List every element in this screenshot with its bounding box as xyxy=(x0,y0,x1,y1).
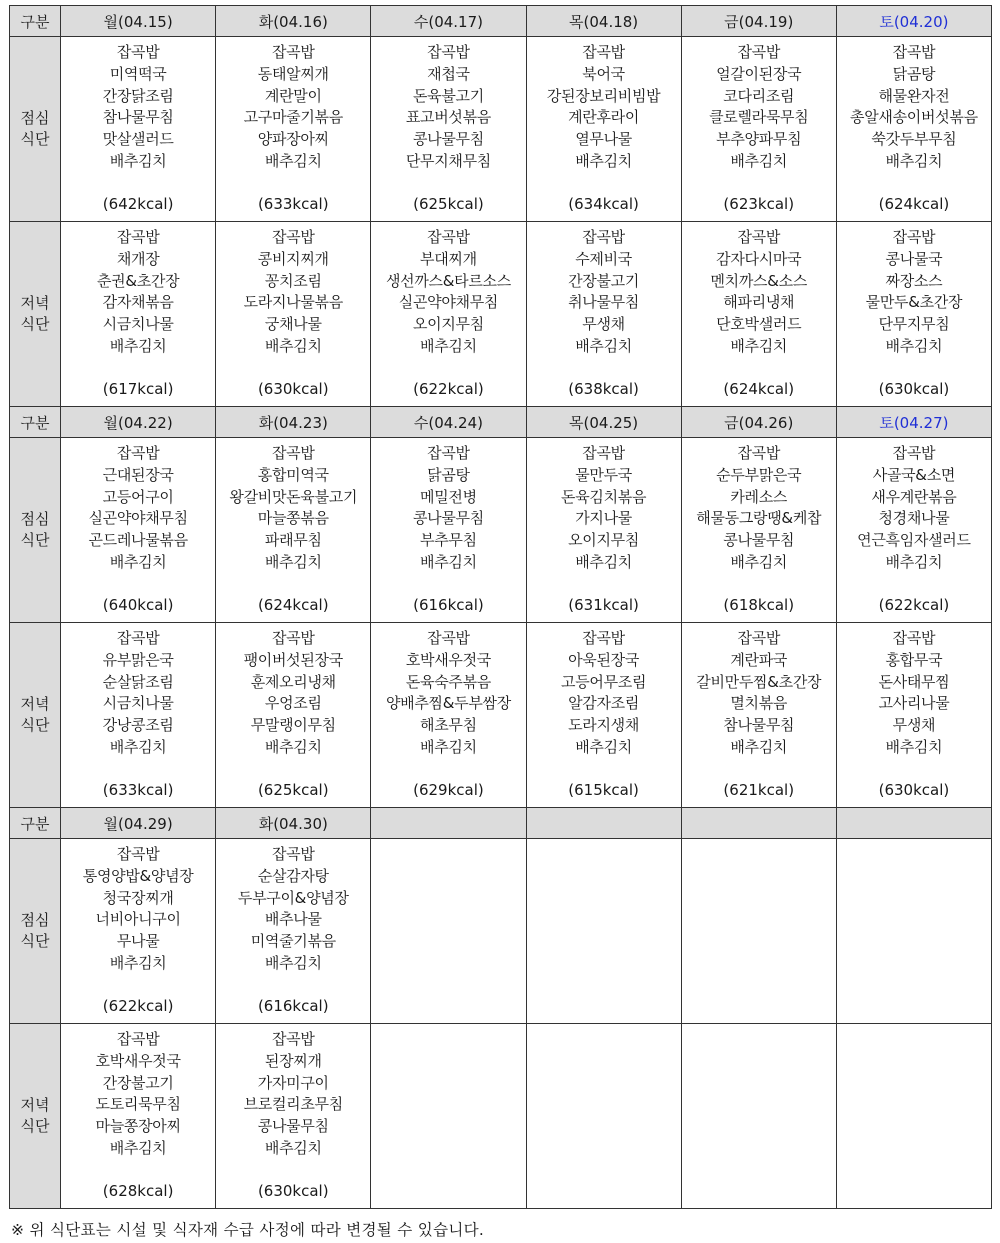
dish-item: 홍합무국 xyxy=(885,650,943,669)
dish-item: 열무나물 xyxy=(575,130,632,149)
dish-item: 잡곡밥 xyxy=(271,43,315,61)
calorie-label: (622kcal) xyxy=(102,997,174,1015)
dish-item: 알감자조림 xyxy=(568,694,640,713)
dish-item: 부대찌개 xyxy=(420,249,477,268)
dish-item: 잡곡밥 xyxy=(271,1030,315,1048)
day-header-cell: 월(04.15) xyxy=(61,6,216,37)
dish-item: 재첩국 xyxy=(427,64,470,83)
dish-item: 배추김치 xyxy=(575,737,632,756)
dish-item: 청국장찌개 xyxy=(102,888,174,907)
dish-item: 마늘쫑장아찌 xyxy=(95,1117,181,1136)
calorie-label: (630kcal) xyxy=(878,781,950,799)
dish-item: 강된장보리비빔밥 xyxy=(546,86,661,105)
week-header-row xyxy=(10,407,992,438)
dish-item: 잡곡밥 xyxy=(892,629,936,647)
dish-item: 잡곡밥 xyxy=(427,444,470,462)
calorie-label: (640kcal) xyxy=(102,596,174,614)
dinner-menu-cell xyxy=(681,623,836,808)
dish-item: 총알새송이버섯볶음 xyxy=(850,108,978,127)
dish-item: 단무지무침 xyxy=(878,315,950,334)
dish-item: 순두부맑은국 xyxy=(716,465,802,484)
dinner-label-cell xyxy=(10,222,61,407)
calorie-label: (624kcal) xyxy=(257,596,329,614)
dish-item: 감자채볶음 xyxy=(102,293,174,312)
calorie-label: (630kcal) xyxy=(878,380,950,398)
dish-item: 파래무침 xyxy=(264,531,322,550)
dish-item: 잡곡밥 xyxy=(271,845,315,863)
dish-item: 잡곡밥 xyxy=(892,444,936,462)
dish-item: 수제비국 xyxy=(575,249,632,268)
week-header-row xyxy=(10,808,992,839)
dish-item: 도라지나물볶음 xyxy=(243,293,343,312)
dish-item: 실곤약야채무침 xyxy=(88,509,188,528)
lunch-menu-cell xyxy=(216,37,371,222)
dish-item: 양배추찜&두부쌈장 xyxy=(385,694,511,713)
calorie-label: (624kcal) xyxy=(723,380,795,398)
dish-item: 물만두국 xyxy=(575,465,632,484)
dinner-menu-cell xyxy=(216,1024,371,1209)
calorie-label: (642kcal) xyxy=(102,195,174,213)
dish-item: 미역떡국 xyxy=(109,64,167,83)
calorie-label: (633kcal) xyxy=(102,781,174,799)
calorie-label: (630kcal) xyxy=(257,380,329,398)
calorie-label: (625kcal) xyxy=(413,195,484,213)
dinner-row xyxy=(10,623,992,808)
dish-item: 곤드레나물볶음 xyxy=(88,531,188,550)
lunch-menu-cell xyxy=(681,839,836,1024)
dish-item: 시금치나물 xyxy=(102,694,174,713)
dish-item: 잡곡밥 xyxy=(737,43,781,61)
lunch-menu-cell xyxy=(61,37,216,222)
dish-item: 돈사태무찜 xyxy=(878,672,950,691)
dish-item: 우엉조림 xyxy=(264,694,322,713)
calorie-label: (625kcal) xyxy=(257,781,329,799)
day-header-cell xyxy=(836,808,991,839)
dish-item: 돈육김치볶음 xyxy=(561,487,647,506)
dish-item: 연근흑임자샐러드 xyxy=(857,531,971,550)
dish-item: 미역줄기볶음 xyxy=(250,932,336,951)
dish-item: 배추김치 xyxy=(264,953,322,972)
dish-item: 실곤약야채무침 xyxy=(398,293,499,312)
dish-item: 순살감자탕 xyxy=(257,866,329,885)
dish-item: 두부구이&양념장 xyxy=(237,888,349,907)
calorie-label: (628kcal) xyxy=(102,1182,174,1200)
dish-item: 근대된장국 xyxy=(102,465,174,484)
dish-item: 닭곰탕 xyxy=(427,465,470,484)
dish-item: 참나물무침 xyxy=(102,108,174,127)
lunch-menu-cell xyxy=(681,438,836,623)
calorie-label: (623kcal) xyxy=(723,195,795,213)
dish-item: 배추김치 xyxy=(575,336,632,355)
day-header-cell: 화(04.23) xyxy=(216,407,371,438)
day-header-cell: 화(04.16) xyxy=(216,6,371,37)
dish-item: 가자미구이 xyxy=(257,1073,329,1092)
dish-item: 부추무침 xyxy=(420,531,477,550)
lunch-menu-cell xyxy=(371,37,526,222)
dish-item: 해물완자전 xyxy=(878,86,950,105)
dish-item: 너비아니구이 xyxy=(95,910,181,929)
dish-item: 갈비만두찜&초간장 xyxy=(696,672,822,691)
dish-item: 잡곡밥 xyxy=(582,228,625,246)
day-header-cell xyxy=(526,808,681,839)
dish-item: 배추김치 xyxy=(420,336,477,355)
dish-item: 계란말이 xyxy=(264,86,322,105)
dish-item: 배추김치 xyxy=(264,336,322,355)
calorie-label: (631kcal) xyxy=(568,596,639,614)
dish-item: 닭곰탕 xyxy=(892,64,936,83)
lunch-menu-cell xyxy=(371,839,526,1024)
calorie-label: (616kcal) xyxy=(257,997,329,1015)
dinner-menu-cell xyxy=(371,222,526,407)
dish-item: 감자다시마국 xyxy=(716,249,802,268)
dish-item: 메밀전병 xyxy=(420,487,477,506)
dish-item: 해물동그랑땡&케찹 xyxy=(696,509,822,528)
dish-item: 해초무침 xyxy=(420,716,477,735)
dish-item: 북어국 xyxy=(582,64,625,83)
dish-item: 팽이버섯된장국 xyxy=(243,650,343,669)
day-header-cell: 목(04.18) xyxy=(526,6,681,37)
dish-item: 가지나물 xyxy=(575,509,632,528)
dish-item: 고사리나물 xyxy=(878,694,950,713)
dish-item: 잡곡밥 xyxy=(116,1030,160,1048)
lunch-label: 점심 식단 xyxy=(20,911,50,950)
dish-item: 간장불고기 xyxy=(102,1073,174,1092)
dish-item: 배추김치 xyxy=(109,552,167,571)
lunch-menu-cell xyxy=(216,839,371,1024)
dish-item: 배추김치 xyxy=(264,151,322,170)
dish-item: 잡곡밥 xyxy=(116,845,160,863)
dish-item: 무나물 xyxy=(116,932,160,951)
lunch-menu-cell xyxy=(836,839,991,1024)
dish-item: 배추김치 xyxy=(885,151,943,170)
dinner-menu-cell xyxy=(836,222,991,407)
dish-item: 잡곡밥 xyxy=(737,629,781,647)
dish-item: 꽁치조림 xyxy=(264,271,322,290)
dish-item: 잡곡밥 xyxy=(892,228,936,246)
lunch-row xyxy=(10,438,992,623)
dinner-menu-cell xyxy=(61,623,216,808)
lunch-row xyxy=(10,37,992,222)
dish-item: 맛살샐러드 xyxy=(102,130,174,149)
dish-item: 고등어무조림 xyxy=(561,672,647,691)
dish-item: 청경채나물 xyxy=(878,509,950,528)
dish-item: 동태알찌개 xyxy=(257,64,329,83)
dish-item: 배추김치 xyxy=(730,737,788,756)
footnote: ※ 위 식단표는 시설 및 식자재 수급 사정에 따라 변경될 수 있습니다. xyxy=(11,1221,485,1239)
dinner-menu-cell xyxy=(836,623,991,808)
lunch-label-cell xyxy=(10,37,61,222)
dish-item: 배추김치 xyxy=(109,737,167,756)
dish-item: 양파장아찌 xyxy=(257,130,329,149)
dinner-label: 저녁 식단 xyxy=(20,695,50,734)
dish-item: 왕갈비맛돈육불고기 xyxy=(229,487,358,506)
dish-item: 고구마줄기볶음 xyxy=(243,108,343,127)
dish-item: 표고버섯볶음 xyxy=(405,108,492,127)
dish-item: 잡곡밥 xyxy=(427,629,470,647)
dish-item: 잡곡밥 xyxy=(116,629,160,647)
dish-item: 콩나물무침 xyxy=(257,1117,329,1136)
calorie-label: (617kcal) xyxy=(102,380,174,398)
dish-item: 잡곡밥 xyxy=(116,444,160,462)
day-header-cell: 금(04.26) xyxy=(681,407,836,438)
dish-item: 해파리냉채 xyxy=(723,293,795,312)
dish-item: 쑥갓두부무침 xyxy=(871,130,957,149)
dish-item: 부추양파무침 xyxy=(716,130,802,149)
dish-item: 잡곡밥 xyxy=(582,629,625,647)
dish-item: 배추김치 xyxy=(730,151,788,170)
dish-item: 홍합미역국 xyxy=(257,465,329,484)
dinner-menu-cell xyxy=(836,1024,991,1209)
dinner-menu-cell xyxy=(371,623,526,808)
table-body xyxy=(10,6,992,1209)
day-header-cell: 토(04.20) xyxy=(836,6,991,37)
dish-item: 배추김치 xyxy=(575,151,632,170)
dish-item: 단무지채무침 xyxy=(405,151,492,170)
dish-item: 된장찌개 xyxy=(264,1051,322,1070)
dinner-menu-cell xyxy=(681,222,836,407)
day-header-cell: 목(04.25) xyxy=(526,407,681,438)
day-header-cell xyxy=(371,808,526,839)
dinner-menu-cell xyxy=(61,1024,216,1209)
dish-item: 콩나물국 xyxy=(885,249,943,268)
dish-item: 새우계란볶음 xyxy=(871,487,957,506)
lunch-label: 점심 식단 xyxy=(20,510,50,549)
calorie-label: (622kcal) xyxy=(413,380,484,398)
dinner-label-cell xyxy=(10,1024,61,1209)
lunch-label-cell xyxy=(10,839,61,1024)
dish-item: 얼갈이된장국 xyxy=(716,64,802,83)
dish-item: 잡곡밥 xyxy=(892,43,936,61)
dinner-menu-cell xyxy=(681,1024,836,1209)
dish-item: 돈육숙주볶음 xyxy=(405,672,492,691)
lunch-menu-cell xyxy=(526,438,681,623)
dinner-row xyxy=(10,1024,992,1209)
dish-item: 강낭콩조림 xyxy=(102,716,174,735)
dish-item: 잡곡밥 xyxy=(271,444,315,462)
dish-item: 카레소스 xyxy=(730,487,788,506)
dinner-menu-cell xyxy=(216,222,371,407)
calorie-label: (615kcal) xyxy=(568,781,639,799)
calorie-label: (624kcal) xyxy=(878,195,950,213)
dish-item: 잡곡밥 xyxy=(116,43,160,61)
dish-item: 콩비지찌개 xyxy=(257,249,329,268)
dish-item: 멸치볶음 xyxy=(730,694,788,713)
dish-item: 순살닭조림 xyxy=(102,672,174,691)
dish-item: 통영양밥&양념장 xyxy=(82,866,194,885)
meal-menu-table xyxy=(9,5,992,1209)
dish-item: 배추김치 xyxy=(109,953,167,972)
dish-item: 배추김치 xyxy=(575,552,632,571)
lunch-label: 점심 식단 xyxy=(20,109,50,148)
dinner-menu-cell xyxy=(526,222,681,407)
dish-item: 궁채나물 xyxy=(264,315,322,334)
dish-item: 물만두&초간장 xyxy=(865,293,963,312)
dish-item: 브로컬리초무침 xyxy=(243,1095,343,1114)
lunch-menu-cell xyxy=(681,37,836,222)
dish-item: 잡곡밥 xyxy=(737,444,781,462)
dish-item: 배추김치 xyxy=(109,1138,167,1157)
dish-item: 코다리조림 xyxy=(723,86,795,105)
dish-item: 취나물무침 xyxy=(568,293,640,312)
dish-item: 잡곡밥 xyxy=(582,444,625,462)
dish-item: 배추김치 xyxy=(109,336,167,355)
dish-item: 생선까스&타르소스 xyxy=(385,271,511,290)
calorie-label: (630kcal) xyxy=(257,1182,329,1200)
dish-item: 호박새우젓국 xyxy=(405,650,492,669)
dish-item: 배추김치 xyxy=(420,552,477,571)
dish-item: 단호박샐러드 xyxy=(716,315,802,334)
lunch-menu-cell xyxy=(61,839,216,1024)
dish-item: 짜장소스 xyxy=(885,271,943,290)
dinner-menu-cell xyxy=(526,1024,681,1209)
day-header-cell: 화(04.30) xyxy=(216,808,371,839)
calorie-label: (638kcal) xyxy=(568,380,639,398)
dish-item: 배추김치 xyxy=(730,552,788,571)
category-header-cell: 구분 xyxy=(10,407,61,438)
dish-item: 오이지무침 xyxy=(568,531,640,550)
dish-item: 잡곡밥 xyxy=(116,228,160,246)
dish-item: 시금치나물 xyxy=(102,315,174,334)
lunch-menu-cell xyxy=(526,37,681,222)
dinner-label-cell xyxy=(10,623,61,808)
lunch-menu-cell xyxy=(61,438,216,623)
dish-item: 계란파국 xyxy=(730,650,788,669)
calorie-label: (634kcal) xyxy=(568,195,639,213)
dish-item: 멘치까스&소스 xyxy=(710,271,808,290)
dish-item: 배추김치 xyxy=(885,737,943,756)
dish-item: 도토리묵무침 xyxy=(95,1095,181,1114)
dish-item: 잡곡밥 xyxy=(271,228,315,246)
dinner-row xyxy=(10,222,992,407)
dish-item: 클로렐라묵무침 xyxy=(709,108,809,127)
dinner-label: 저녁 식단 xyxy=(20,1096,50,1135)
dish-item: 배추김치 xyxy=(264,737,322,756)
dish-item: 간장닭조림 xyxy=(102,86,174,105)
day-header-cell: 토(04.27) xyxy=(836,407,991,438)
calorie-label: (618kcal) xyxy=(723,596,795,614)
dinner-menu-cell xyxy=(216,623,371,808)
dish-item: 춘권&초간장 xyxy=(96,271,180,290)
dish-item: 호박새우젓국 xyxy=(95,1051,181,1070)
category-header-cell: 구분 xyxy=(10,808,61,839)
dish-item: 참나물무침 xyxy=(723,716,795,735)
calorie-label: (629kcal) xyxy=(413,781,484,799)
lunch-menu-cell xyxy=(836,37,991,222)
lunch-menu-cell xyxy=(836,438,991,623)
dish-item: 도라지생채 xyxy=(568,716,640,735)
calorie-label: (633kcal) xyxy=(257,195,329,213)
dish-item: 배추나물 xyxy=(264,910,322,929)
dish-item: 간장불고기 xyxy=(568,271,640,290)
day-header-cell: 월(04.29) xyxy=(61,808,216,839)
lunch-menu-cell xyxy=(526,839,681,1024)
dish-item: 무말랭이무침 xyxy=(250,716,336,735)
lunch-menu-cell xyxy=(216,438,371,623)
lunch-menu-cell xyxy=(371,438,526,623)
day-header-cell: 수(04.17) xyxy=(371,6,526,37)
dish-item: 무생채 xyxy=(582,315,625,334)
dish-item: 배추김치 xyxy=(885,552,943,571)
dish-item: 배추김치 xyxy=(264,1138,322,1157)
dish-item: 돈육불고기 xyxy=(412,86,484,105)
calorie-label: (621kcal) xyxy=(723,781,795,799)
dish-item: 마늘쫑볶음 xyxy=(257,509,329,528)
dish-item: 훈제오리냉채 xyxy=(250,672,336,691)
dish-item: 고등어구이 xyxy=(102,487,174,506)
dish-item: 무생채 xyxy=(892,716,936,735)
dinner-label: 저녁 식단 xyxy=(20,294,50,333)
day-header-cell: 수(04.24) xyxy=(371,407,526,438)
dish-item: 잡곡밥 xyxy=(271,629,315,647)
lunch-row xyxy=(10,839,992,1024)
dish-item: 배추김치 xyxy=(420,737,477,756)
calorie-label: (616kcal) xyxy=(413,596,484,614)
dinner-menu-cell xyxy=(61,222,216,407)
dish-item: 잡곡밥 xyxy=(737,228,781,246)
day-header-cell: 월(04.22) xyxy=(61,407,216,438)
dish-item: 유부맑은국 xyxy=(102,650,174,669)
dish-item: 콩나물무침 xyxy=(723,531,795,550)
day-header-cell xyxy=(681,808,836,839)
dish-item: 콩나물무침 xyxy=(412,509,484,528)
dish-item: 오이지무침 xyxy=(412,315,484,334)
day-header-cell: 금(04.19) xyxy=(681,6,836,37)
dinner-menu-cell xyxy=(371,1024,526,1209)
dish-item: 배추김치 xyxy=(264,552,322,571)
lunch-label-cell xyxy=(10,438,61,623)
dish-item: 계란후라이 xyxy=(568,108,640,127)
category-header-cell: 구분 xyxy=(10,6,61,37)
dish-item: 콩나물무침 xyxy=(412,130,484,149)
calorie-label: (622kcal) xyxy=(878,596,950,614)
dish-item: 아욱된장국 xyxy=(568,650,640,669)
dish-item: 배추김치 xyxy=(730,336,788,355)
dish-item: 잡곡밥 xyxy=(427,228,470,246)
dish-item: 배추김치 xyxy=(885,336,943,355)
dish-item: 사골국&소면 xyxy=(872,465,956,484)
dish-item: 배추김치 xyxy=(109,151,167,170)
week-header-row xyxy=(10,6,992,37)
dish-item: 잡곡밥 xyxy=(582,43,625,61)
dinner-menu-cell xyxy=(526,623,681,808)
dish-item: 채개장 xyxy=(116,249,160,268)
dish-item: 잡곡밥 xyxy=(427,43,470,61)
